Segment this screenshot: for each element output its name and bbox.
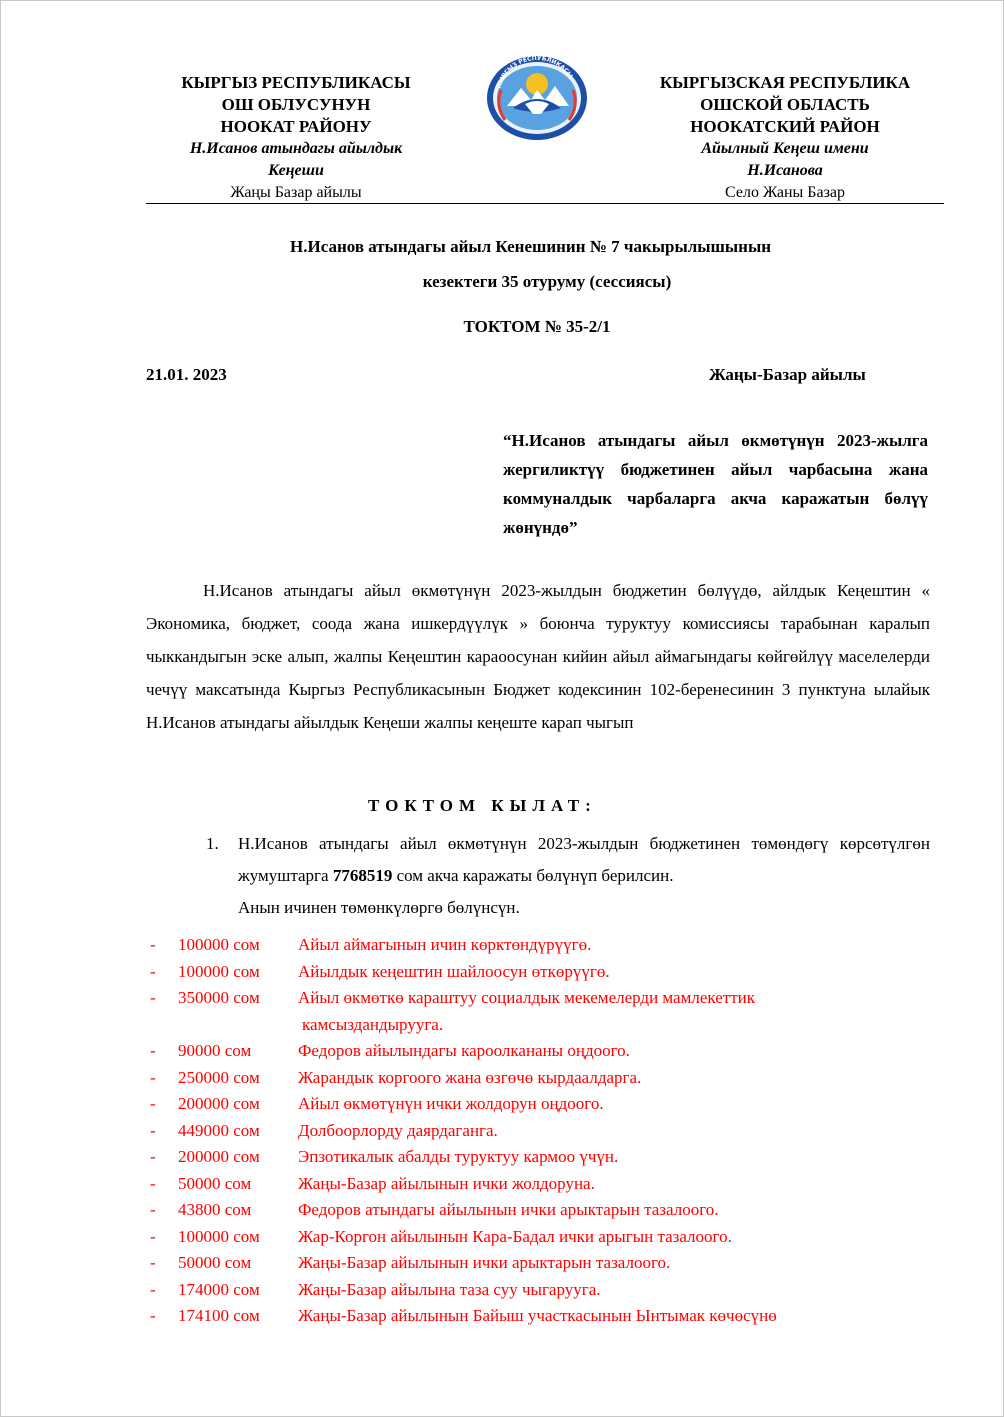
list-dash: - — [150, 1253, 156, 1272]
header-left-district: НООКАТ РАЙОНУ — [220, 117, 372, 136]
preamble-text: Н.Исанов атындагы айыл өкмөтүнүн 2023-жылдын бюджетин бөлүүдө, айлдык Кеңештин « Экономика, бюджет, соода жана ишкердүүлүк » боюнча туруктуу комиссиясы тарабынан каралып чыккандыгын эске алып, жалпы Кеңештин караоосунан кийин айыл аймагындагы көйгөйлүү маселелерди чечүү максатында Кыргыз Республикасынын Бюджет кодексинин 102-беренесинин 3 пунктуна ылайык Н.Исанов атындагы айылдык Кеңеши жалпы кеңеште карап чыгып — [146, 581, 930, 732]
list-item — [150, 1118, 930, 1145]
list-dash: - — [150, 1306, 156, 1325]
allocation-purpose: Федоров айылындагы кароолкананы оңдоого. — [298, 1041, 630, 1060]
allocation-amount: 200000 сом — [178, 1147, 260, 1166]
allocation-purpose: Эпзотикалык абалды туруктуу кармоо үчүн. — [298, 1147, 619, 1166]
list-item — [150, 959, 930, 986]
decree-place: Жаңы-Базар айылы — [709, 365, 866, 384]
list-dash: - — [150, 1279, 156, 1299]
item-text — [238, 828, 930, 892]
decree-date: 21.01. 2023 — [146, 365, 227, 384]
item-amount: 7768519 — [332, 866, 393, 885]
list-dash: - — [150, 1041, 156, 1060]
allocation-amount: 449000 сом — [178, 1120, 260, 1140]
allocation-amount: 200000 сом — [178, 1094, 260, 1113]
allocation-purpose: Жаңы-Базар айылына таза суу чыгарууга. — [298, 1279, 601, 1299]
header-right-council-2: Н.Исанова — [747, 162, 823, 179]
item-text-before: Н.Исанов атындагы айыл өкмөтүнүн 2023-жылдын бюджетинен төмөндөгү көрсөтүлгөн жумуштарга — [238, 834, 930, 885]
allocation-amount: 50000 сом — [178, 1253, 252, 1272]
header-divider — [146, 203, 944, 204]
allocation-purpose: Айыл өкмөтүнүн ички жолдорун оңдоого. — [298, 1094, 604, 1113]
allocation-amount: 90000 сом — [178, 1041, 252, 1060]
header-left-region: ОШ ОБЛУСУНУН — [221, 95, 371, 114]
list-item — [150, 1144, 930, 1171]
list-item — [150, 932, 930, 959]
resolve-heading: ТОКТОМ КЫЛАТ: — [368, 796, 597, 815]
list-dash: - — [150, 988, 156, 1007]
resolution-item-1 — [206, 828, 930, 924]
allocation-purpose: Федоров атындагы айылынын ички арыктарын тазалоого. — [298, 1200, 719, 1219]
list-item — [150, 1277, 930, 1304]
allocation-amount: 100000 сом — [178, 935, 260, 954]
allocation-amount: 174000 сом — [178, 1279, 260, 1299]
list-item — [150, 1303, 930, 1330]
header-right-village: Село Жаны Базар — [724, 184, 845, 201]
decree-number: ТОКТОМ № 35-2/1 — [463, 317, 611, 336]
list-item — [150, 1091, 930, 1118]
emblem-icon — [485, 54, 589, 142]
list-item — [150, 985, 930, 1012]
header-right-council: Айылный Кеңеш имени — [701, 140, 869, 157]
session-subtitle: кезектеги 35 отуруму (сессиясы) — [422, 272, 672, 291]
allocation-amount: 350000 сом — [178, 988, 260, 1007]
allocation-amount: 43800 сом — [178, 1200, 252, 1219]
allocation-amount: 50000 сом — [178, 1173, 252, 1193]
allocation-purpose: Жаңы-Базар айылынын Байыш участкасынын Ынтымак көчөсүнө — [298, 1306, 777, 1325]
allocation-purpose: Жаңы-Базар айылынын ички жолдоруна. — [298, 1173, 595, 1193]
decree-subject: “Н.Исанов атындагы айыл өкмөтүнүн 2023-жылга жергиликтүү бюджетинен айыл чарбасына жана коммуналдык чарбаларга акча каражатын бөлүү жөнүндө” — [503, 431, 928, 537]
list-dash: - — [150, 1094, 156, 1113]
item-number: 1. — [206, 834, 219, 853]
emblem-text: КЫРГЫЗ РЕСПУБЛИКАСЫ — [495, 54, 574, 90]
list-item — [150, 1250, 930, 1277]
list-dash: - — [150, 1173, 156, 1193]
allocation-list — [150, 932, 930, 1330]
header-left-village: Жаңы Базар айылы — [230, 184, 362, 201]
list-item-continuation — [150, 1012, 930, 1039]
allocation-purpose: Жарандык коргоого жана өзгөчө кырдаалдарга. — [298, 1067, 642, 1087]
header-right — [622, 72, 948, 204]
preamble — [146, 574, 930, 739]
allocation-purpose-continued: камсыздандырууга. — [302, 1014, 444, 1034]
list-dash: - — [150, 1200, 156, 1219]
allocation-purpose: Айыл өкмөткө караштуу социалдык мекемелерди мамлекеттик — [298, 988, 755, 1007]
allocation-amount: 250000 сом — [178, 1067, 260, 1087]
allocation-purpose: Жаңы-Базар айылынын ички арыктарын тазалоого. — [298, 1253, 671, 1272]
header-right-district: НООКАТСКИЙ РАЙОН — [690, 117, 880, 136]
header-right-country: КЫРГЫЗСКАЯ РЕСПУБЛИКА — [659, 73, 911, 92]
header-right-region: ОШСКОЙ ОБЛАСТЬ — [700, 95, 870, 114]
list-item — [150, 1197, 930, 1224]
allocation-purpose: Айылдык кеңештин шайлоосун өткөрүүгө. — [298, 961, 610, 981]
list-dash: - — [150, 935, 156, 954]
allocation-purpose: Долбоорлорду даярдаганга. — [298, 1120, 498, 1140]
allocation-amount: 174100 сом — [178, 1306, 260, 1325]
session-title: Н.Исанов атындагы айыл Кенешинин № 7 чакырылышынын — [290, 237, 772, 256]
list-dash: - — [150, 1147, 156, 1166]
item-subtext: Анын ичинен төмөнкүлөргө бөлүнсүн. — [238, 898, 520, 917]
allocation-amount: 100000 сом — [178, 1226, 260, 1246]
list-item — [150, 1171, 930, 1198]
item-text-after: сом акча каражаты бөлүнүп берилсин. — [392, 866, 674, 885]
header-left — [146, 72, 446, 204]
list-dash: - — [150, 961, 156, 981]
list-item — [150, 1065, 930, 1092]
list-item — [150, 1038, 930, 1065]
list-dash: - — [150, 1226, 156, 1246]
list-item — [150, 1224, 930, 1251]
header-left-council-2: Кеңеши — [268, 162, 324, 179]
list-dash: - — [150, 1120, 156, 1140]
allocation-purpose: Айыл аймагынын ичин көрктөндүрүүгө. — [298, 935, 592, 954]
header-left-country: КЫРГЫЗ РЕСПУБЛИКАСЫ — [181, 73, 411, 92]
allocation-amount: 100000 сом — [178, 961, 260, 981]
header-left-council: Н.Исанов атындагы айылдык — [189, 140, 403, 157]
allocation-purpose: Жар-Коргон айылынын Кара-Бадал ички арыгын тазалоого. — [298, 1226, 732, 1246]
list-dash: - — [150, 1067, 156, 1087]
